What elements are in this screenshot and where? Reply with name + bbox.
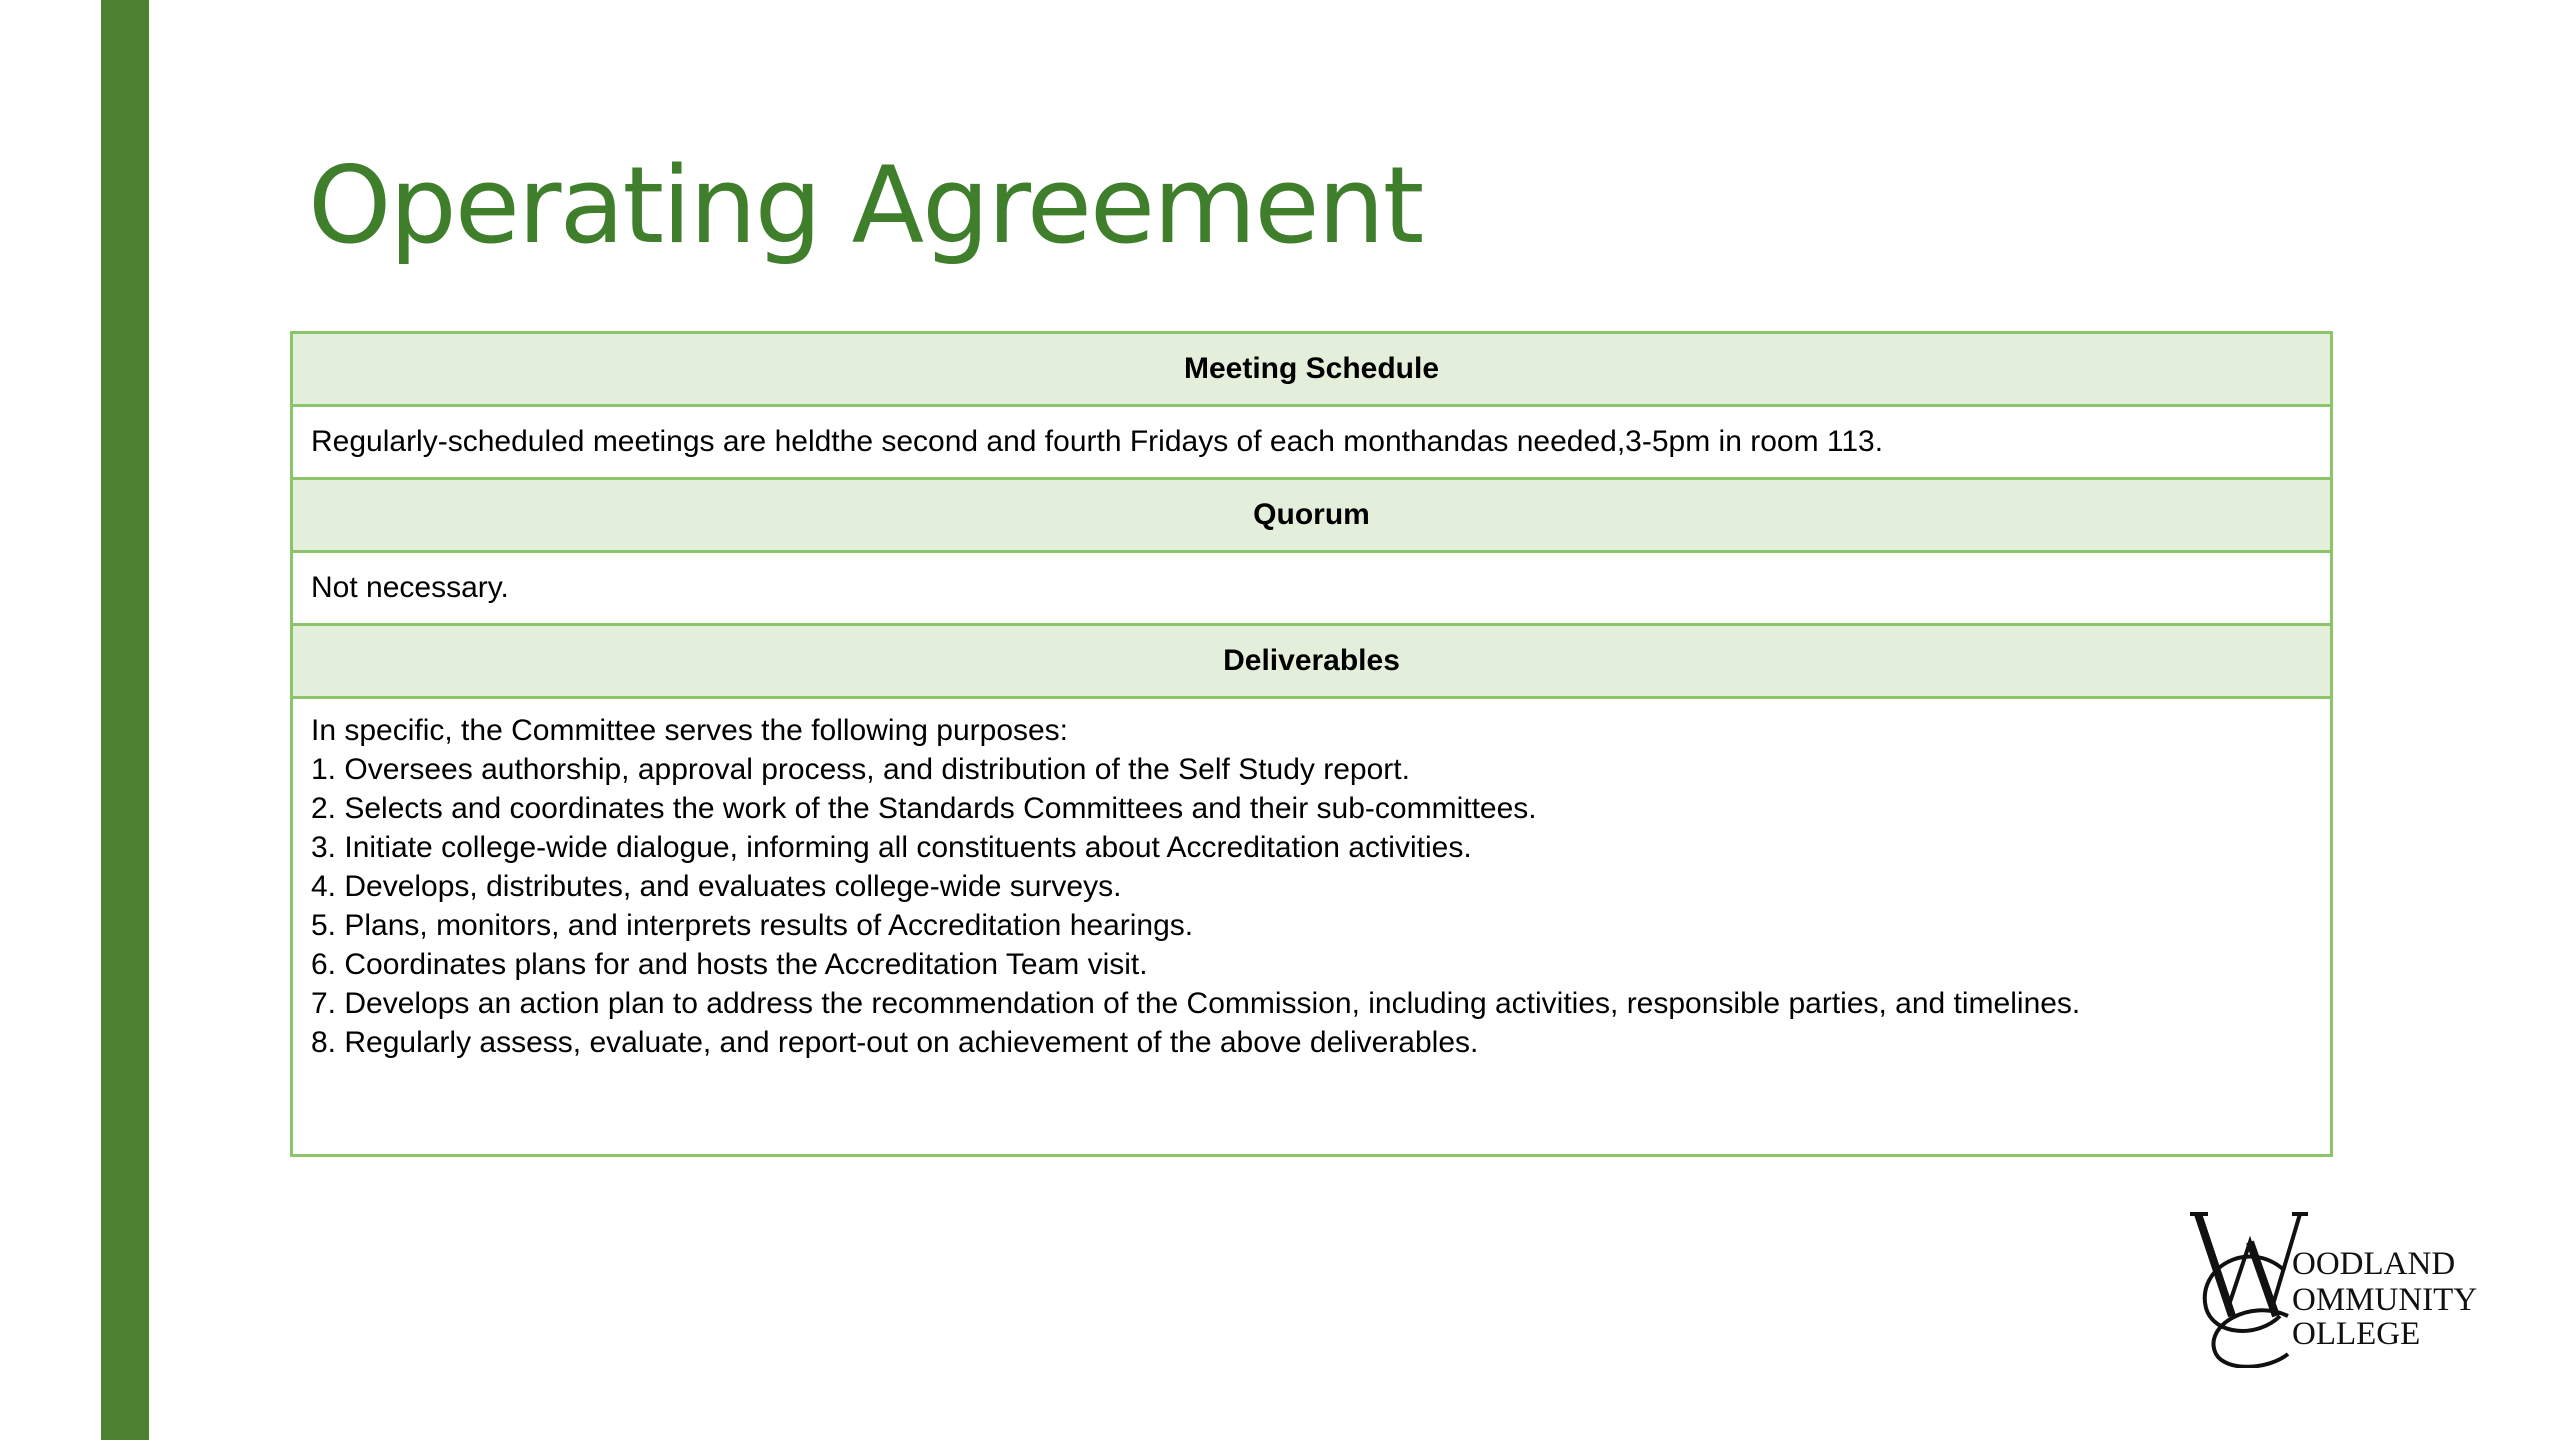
deliverable-item: 1. Oversees authorship, approval process, and distribution of the Self Study report.	[311, 753, 1410, 786]
operating-agreement-table	[290, 331, 2333, 1157]
meeting-schedule-header: Meeting Schedule	[292, 333, 2332, 406]
deliverables-intro: In specific, the Committee serves the following purposes:	[311, 714, 1069, 747]
logo-line-community: OMMUNITY	[2292, 1282, 2478, 1318]
deliverables-cell	[292, 698, 2332, 1156]
meeting-schedule-row	[292, 406, 2332, 479]
quorum-header: Quorum	[292, 479, 2332, 552]
deliverable-item: 5. Plans, monitors, and interprets results of Accreditation hearings.	[311, 909, 1194, 942]
deliverable-item: 6. Coordinates plans for and hosts the Accreditation Team visit.	[311, 948, 1148, 981]
quorum-row	[292, 552, 2332, 625]
woodland-community-college-logo	[2188, 1208, 2478, 1368]
deliverables-header: Deliverables	[292, 625, 2332, 698]
deliverable-item: 8. Regularly assess, evaluate, and report-out on achievement of the above deliverables.	[311, 1026, 1479, 1059]
deliverables-header-row	[292, 625, 2332, 698]
deliverable-item: 4. Develops, distributes, and evaluates college-wide surveys.	[311, 870, 1122, 903]
deliverable-item: 7. Develops an action plan to address the recommendation of the Commission, including activities, responsible parties, and timelines.	[311, 987, 2081, 1020]
meeting-schedule-text: Regularly-scheduled meetings are heldthe second and fourth Fridays of each monthandas needed,3-5pm in room 113.	[292, 406, 2332, 479]
deliverable-item: 2. Selects and coordinates the work of the Standards Committees and their sub-committees.	[311, 792, 1537, 825]
meeting-schedule-header-row	[292, 333, 2332, 406]
deliverables-row	[292, 698, 2332, 1156]
side-accent-bar	[101, 0, 149, 1440]
quorum-text: Not necessary.	[292, 552, 2332, 625]
deliverable-item: 3. Initiate college-wide dialogue, informing all constituents about Accreditation activities.	[311, 831, 1472, 864]
logo-line-woodland: OODLAND	[2292, 1246, 2456, 1282]
slide-title: Operating Agreement	[308, 144, 1423, 267]
quorum-header-row	[292, 479, 2332, 552]
logo-line-college: OLLEGE	[2292, 1316, 2421, 1352]
